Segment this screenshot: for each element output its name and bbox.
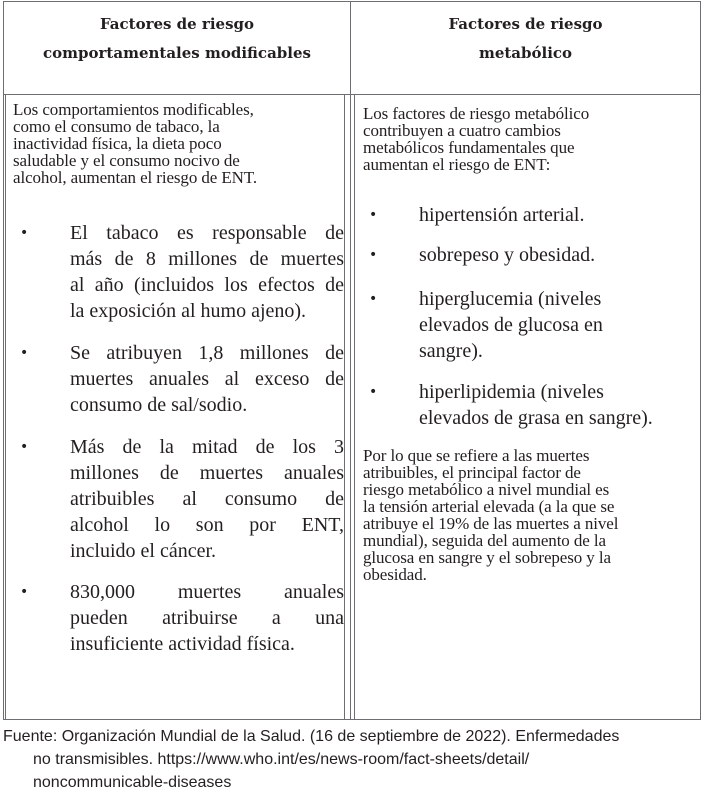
- bullet-icon: •: [369, 384, 378, 400]
- behavioral-column: [4, 95, 351, 719]
- bullet-line: Más de la mitad de los 3: [70, 436, 344, 458]
- bullet-line: hiperglucemia (niveles: [419, 288, 602, 310]
- citation-line: noncommunicable-diseases: [33, 774, 232, 791]
- bullet-icon: •: [20, 584, 29, 600]
- metabolic-column: [351, 95, 700, 719]
- metabolic-closing: [363, 447, 618, 583]
- bullet-line: más de 8 millones de muertes: [70, 248, 344, 270]
- bullet-line: Se atribuyen 1,8 millones de: [70, 342, 344, 364]
- intro-line: inactividad física, la dieta poco: [13, 134, 222, 153]
- bullet-line: la exposición al humo ajeno).: [70, 300, 307, 322]
- closing-line: glucosa en sangre y el sobrepeso y la: [363, 548, 611, 567]
- bullet-line: 830,000 muertes anuales: [70, 581, 344, 603]
- bullet-line: insuficiente actividad física.: [70, 633, 295, 655]
- bullet-icon: •: [20, 345, 29, 361]
- citation-line: Fuente: Organización Mundial de la Salud. (16 de septiembre de 2022). Enfermedades: [3, 728, 620, 745]
- bullet-line: pueden atribuirse a una: [70, 607, 344, 629]
- bullet-line: sobrepeso y obesidad.: [419, 244, 596, 266]
- header-line: comportamentales modificables: [43, 44, 311, 62]
- closing-line: Por lo que se refiere a las muertes: [363, 446, 590, 465]
- bullet-icon: •: [369, 247, 378, 263]
- bullet-line: atribuibles al consumo de: [70, 488, 344, 510]
- closing-line: la tensión arterial elevada (a la que se: [363, 497, 615, 516]
- bullet-line: millones de muertes anuales: [70, 462, 344, 484]
- header-line: metabólico: [478, 44, 573, 62]
- bullet-line: consumo de sal/sodio.: [70, 394, 248, 416]
- intro-line: alcohol, aumentan el riesgo de ENT.: [13, 168, 258, 187]
- bullet-icon: •: [369, 207, 378, 223]
- bullet-line: elevados de grasa en sangre).: [419, 407, 653, 429]
- intro-line: aumentan el riesgo de ENT:: [363, 155, 551, 174]
- bullet-line: al año (incluidos los efectos de: [70, 274, 344, 296]
- header-metabolic: [351, 2, 700, 95]
- bullet-icon: •: [20, 439, 29, 455]
- header-line: Factores de riesgo: [99, 15, 255, 33]
- column-divider: [344, 95, 345, 719]
- closing-line: riesgo metabólico a nivel mundial es: [363, 480, 610, 499]
- header-behavioral: [4, 2, 351, 95]
- closing-line: atribuye el 19% de las muertes a nivel: [363, 514, 619, 533]
- intro-line: como el consumo de tabaco, la: [13, 117, 220, 136]
- bullet-line: muertes anuales al exceso de: [70, 368, 344, 390]
- intro-line: Los factores de riesgo metabólico: [363, 104, 590, 123]
- metabolic-intro: [363, 105, 589, 173]
- bullet-icon: •: [20, 225, 29, 241]
- bullet-line: sangre).: [419, 340, 483, 362]
- bullet-line: elevados de glucosa en: [419, 314, 603, 336]
- closing-line: mundial), seguida del aumento de la: [363, 531, 606, 550]
- closing-line: obesidad.: [363, 565, 427, 584]
- source-citation: [3, 725, 703, 794]
- intro-line: contribuyen a cuatro cambios: [363, 121, 561, 140]
- bullet-line: hipertensión arterial.: [419, 204, 585, 226]
- risk-factors-table: [3, 1, 701, 720]
- citation-line: no transmisibles. https://www.who.int/es/news-room/fact-sheets/detail/: [33, 751, 530, 768]
- bullet-line: hiperlipidemia (niveles: [419, 381, 604, 403]
- bullet-line: incluido el cáncer.: [70, 540, 217, 562]
- intro-line: saludable y el consumo nocivo de: [13, 151, 240, 170]
- intro-line: metabólicos fundamentales que: [363, 138, 575, 157]
- intro-line: Los comportamientos modificables,: [13, 100, 254, 119]
- bullet-icon: •: [369, 291, 378, 307]
- closing-line: atribuibles, el principal factor de: [363, 463, 581, 482]
- column-divider: [5, 95, 6, 719]
- column-divider: [354, 95, 355, 719]
- bullet-line: alcohol lo son por ENT,: [70, 514, 344, 536]
- bullet-line: El tabaco es responsable de: [70, 222, 344, 244]
- header-line: Factores de riesgo: [448, 15, 603, 33]
- behavioral-intro: [13, 101, 257, 186]
